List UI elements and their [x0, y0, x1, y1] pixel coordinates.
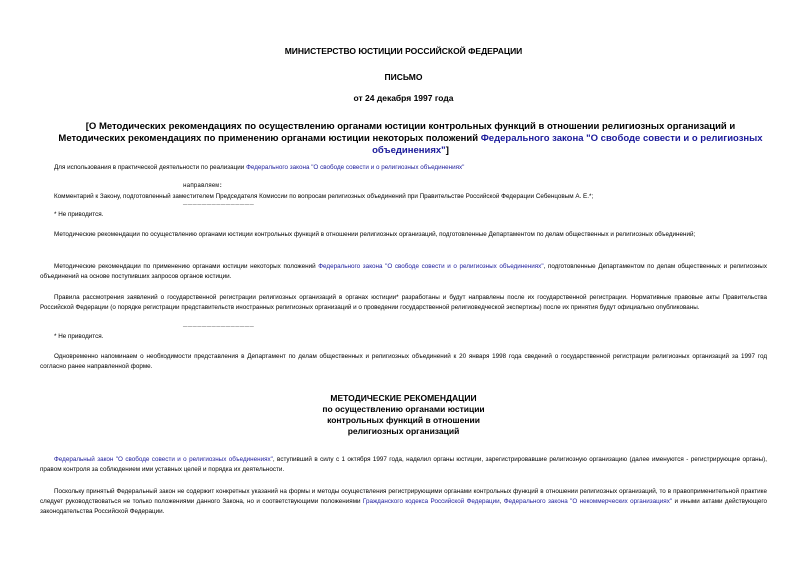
intro-text: Для использования в практической деятельности по реализации [54, 164, 247, 171]
p8-sep: , [499, 498, 504, 505]
paragraph-law-intro [40, 455, 767, 475]
title-law-link[interactable]: Федерального закона "О свободе совести и о религиозных объединениях" [372, 133, 763, 156]
paragraph-guidance [40, 487, 767, 517]
section-subtitle-1: по осуществлению органами юстиции [322, 404, 485, 414]
document-title [52, 121, 769, 157]
footnote-2: * Не приводится. [54, 333, 104, 340]
document-date: от 24 декабря 1997 года [353, 93, 454, 103]
section-title: МЕТОДИЧЕСКИЕ РЕКОМЕНДАЦИИ [330, 393, 477, 403]
ngo-law-link[interactable]: Федерального закона "О некоммерческих организациях" [503, 498, 673, 505]
paragraph-reminder: Одновременно напоминаем о необходимости представления в Департамент по делам общественных и религиозных объединений к 20 января 1998 года сведений о государственной регистрации религиозных организаций за 1997 год согласно ранее направленной форме. [40, 353, 767, 370]
paragraph-methodical-1: Методические рекомендации по осуществлению органами юстиции контрольных функций в отношении религиозных организаций, подготовленные Департаментом по делам общественных и религиозных объединений; [54, 231, 696, 238]
p4-law-link[interactable]: Федерального закона "О свободе совести и о религиозных объединениях" [318, 263, 544, 270]
footnote-1: * Не приводится. [54, 211, 104, 218]
title-close: ] [445, 145, 449, 156]
section-subtitle-3: религиозных организаций [347, 426, 460, 436]
intro-law-link[interactable]: Федерального закона "О свободе совести и о религиозных объединениях" [246, 164, 465, 171]
footnote-separator: ─────────────── [183, 202, 255, 208]
title-text: [О Методических рекомендациях по осуществлению органами юстиции контрольных функций в отношении религиозных организаций и Методических рекомендациях по применению органами юстиции некоторых положений [58, 121, 736, 144]
paragraph-commentary: Комментарий к Закону, подготовленный заместителем Председателя Комиссии по вопросам религиозных объединений при Правительстве Российской Федерации Себенцовым А. Е.*; [54, 193, 594, 200]
document-type: ПИСЬМО [384, 72, 423, 82]
sent-label: направляем: [183, 182, 223, 189]
p7-law-link[interactable]: Федеральный закон "О свободе совести и о религиозных объединениях" [54, 456, 273, 463]
section-subtitle-2: контрольных функций в отношении [327, 415, 480, 425]
p8-text2: и иными актами действующего законодательства Российской Федерации. [40, 498, 768, 515]
p4-text2: , подготовленные Департаментом по делам общественных и религиозных объединений на основе поступивших запросов органов юстиции. [40, 263, 767, 280]
p8-text1: Поскольку принятый Федеральный закон не содержит конкретных указаний на формы и методы осуществления регистрирующими органами контрольных функций в отношении религиозных организаций, то в правоприменительной практике следует руководствоваться не только положениями данного Закона, но и соответствующими положениями [40, 488, 767, 505]
paragraph-methodical-2 [40, 262, 767, 282]
footnote-separator-2: ─────────────── [183, 324, 255, 330]
paragraph-rules: Правила рассмотрения заявлений о государственной регистрации религиозных организаций в органах юстиции* разработаны и будут направлены после их государственной регистрации. Нормативные правовые акты Правительства Российской Федерации (о порядке регистрации представительств иностранных религиозных организаций и о проведении государственной религиоведческой экспертизы) после их принятия будут официально опубликованы. [40, 294, 767, 311]
p7-text: , вступивший в силу с 1 октября 1997 года, наделил органы юстиции, зарегистрировавшие религиозную организацию (далее именуются - регистрирующие органы), правом контроля за соблюдением ими уставных целей и порядка их деятельности. [40, 456, 767, 473]
paragraph-intro [40, 163, 767, 173]
p4-text1: Методические рекомендации по применению органами юстиции некоторых положений [54, 263, 319, 270]
civil-code-link[interactable]: Гражданского кодекса Российской Федерации [362, 498, 500, 505]
ministry-heading: МИНИСТЕРСТВО ЮСТИЦИИ РОССИЙСКОЙ ФЕДЕРАЦИИ [284, 46, 523, 56]
